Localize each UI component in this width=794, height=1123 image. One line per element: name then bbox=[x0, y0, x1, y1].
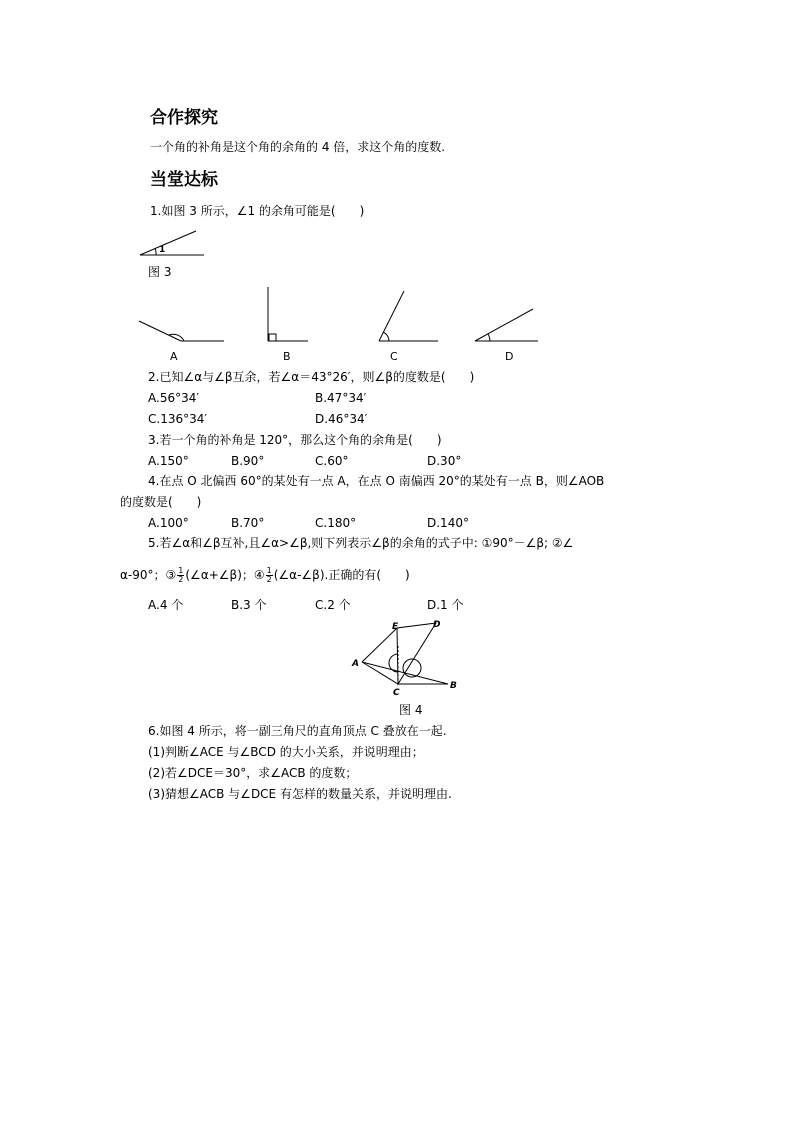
q5-fraction-half-2 bbox=[266, 567, 273, 584]
question-3-option-d: D.30° bbox=[427, 454, 462, 468]
question-6-part-3: (3)猜想∠ACB 与∠DCE 有怎样的数量关系，并说明理由. bbox=[148, 787, 452, 801]
option-b-angle bbox=[268, 287, 308, 363]
q5-frac2-numerator: 1 bbox=[266, 566, 272, 575]
question-4-option-d: D.140° bbox=[427, 516, 469, 530]
q5-frac1-numerator: 1 bbox=[178, 566, 184, 575]
option-a-angle bbox=[139, 321, 224, 363]
q5-fraction-half-1 bbox=[177, 567, 184, 584]
question-4-stem-line2: 的度数是( ) bbox=[120, 495, 202, 509]
option-c-angle bbox=[379, 291, 438, 363]
fig4-triangle-ecd bbox=[397, 623, 436, 684]
question-2-option-a: A.56°34′ bbox=[148, 391, 200, 405]
option-d-label: D bbox=[505, 350, 514, 363]
section-heading-cooperative-inquiry: 合作探究 bbox=[150, 108, 218, 128]
fig4-label-a: A bbox=[352, 659, 359, 669]
question-4-option-c: C.180° bbox=[315, 516, 357, 530]
question-3-option-a: A.150° bbox=[148, 454, 189, 468]
question-6-stem: 6.如图 4 所示，将一副三角尺的直角顶点 C 叠放在一起. bbox=[148, 724, 447, 738]
option-d-angle bbox=[475, 309, 538, 363]
question-2-option-c: C.136°34′ bbox=[148, 412, 208, 426]
option-b-label: B bbox=[283, 350, 291, 363]
question-5-option-b: B.3 个 bbox=[231, 598, 267, 612]
fig3-slanted-ray bbox=[140, 231, 196, 255]
fig4-label-e: E bbox=[392, 622, 399, 632]
q5-line2-part-b: (∠α+∠β)；④ bbox=[185, 568, 265, 582]
question-2-option-d: D.46°34′ bbox=[315, 412, 368, 426]
question-5-option-c: C.2 个 bbox=[315, 598, 351, 612]
q5-frac1-denominator: 2 bbox=[178, 575, 184, 584]
fig4-label-d: D bbox=[433, 620, 441, 630]
figure-3-caption: 图 3 bbox=[148, 265, 172, 279]
question-6-part-2: (2)若∠DCE＝30°，求∠ACB 的度数； bbox=[148, 766, 358, 780]
q5-frac2-denominator: 2 bbox=[266, 575, 272, 584]
question-5-option-d: D.1 个 bbox=[427, 598, 464, 612]
question-4-stem-line1: 4.在点 O 北偏西 60°的某处有一点 A，在点 O 南偏西 20°的某处有一点 B，则∠AOB bbox=[148, 474, 605, 488]
fig3-angle-arc bbox=[155, 248, 156, 255]
q5-line2-part-a: α-90°；③ bbox=[120, 568, 177, 582]
question-3-stem: 3.若一个角的补角是 120°，那么这个角的余角是( ) bbox=[148, 433, 442, 447]
question-3-option-c: C.60° bbox=[315, 454, 349, 468]
section-heading-class-check: 当堂达标 bbox=[150, 170, 218, 190]
option-c-label: C bbox=[390, 350, 398, 363]
question-2-option-b: B.47°34′ bbox=[315, 391, 367, 405]
fig3-angle-label: 1 bbox=[159, 245, 166, 255]
option-a-label: A bbox=[170, 350, 178, 363]
question-5-stem-line2 bbox=[120, 567, 410, 584]
question-2-stem: 2.已知∠α与∠β互余，若∠α＝43°26′，则∠β的度数是( ) bbox=[148, 370, 475, 384]
figure-4-caption: 图 4 bbox=[399, 703, 423, 717]
question-5-option-a: A.4 个 bbox=[148, 598, 184, 612]
inquiry-problem-text: 一个角的补角是这个角的余角的 4 倍，求这个角的度数. bbox=[150, 140, 446, 154]
q5-line2-part-c: (∠α-∠β).正确的有( ) bbox=[273, 568, 410, 582]
question-5-stem-line1: 5.若∠α和∠β互补,且∠α>∠β,则下列表示∠β的余角的式子中: ①90°－∠β; ②∠ bbox=[148, 536, 574, 550]
figure-4-triangle-rulers bbox=[348, 616, 463, 700]
question-1-stem: 1.如图 3 所示，∠1 的余角可能是( ) bbox=[150, 204, 365, 218]
question-4-option-b: B.70° bbox=[231, 516, 265, 530]
question-3-option-b: B.90° bbox=[231, 454, 265, 468]
fig4-label-b: B bbox=[450, 681, 457, 691]
question-4-option-a: A.100° bbox=[148, 516, 189, 530]
question-1-options-diagram bbox=[132, 284, 552, 366]
figure-3-angle-diagram bbox=[136, 224, 208, 260]
question-6-part-1: (1)判断∠ACE 与∠BCD 的大小关系，并说明理由； bbox=[148, 745, 424, 759]
fig4-label-c: C bbox=[393, 688, 400, 698]
